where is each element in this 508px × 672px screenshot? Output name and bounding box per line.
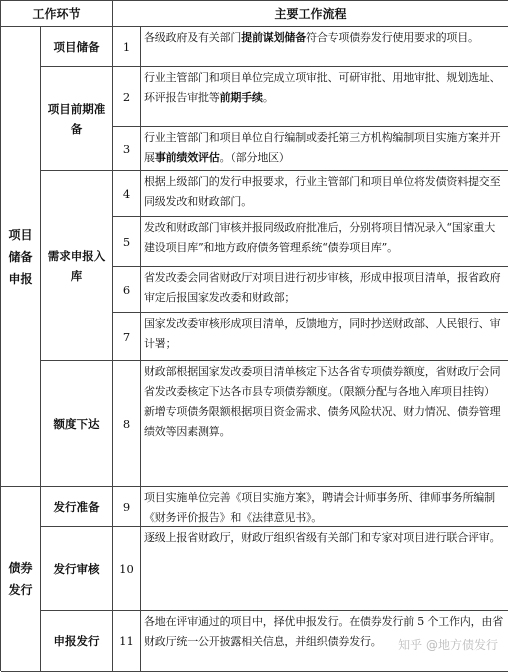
sub-issue-apply: 申报发行 xyxy=(41,611,113,672)
step-description: 行业主管部门和项目单位自行编制或委托第三方机构编制项目实施方案并开展事前绩效评估。（部分地区） xyxy=(141,127,508,171)
step-number: 2 xyxy=(113,67,141,127)
step-number: 6 xyxy=(113,267,141,313)
sub-quota: 额度下达 xyxy=(41,361,113,487)
sub-project-reserve: 项目储备 xyxy=(41,27,113,67)
header-main-process: 主要工作流程 xyxy=(113,1,508,27)
header-stage: 工作环节 xyxy=(1,1,113,27)
step-number: 1 xyxy=(113,27,141,67)
step-number: 3 xyxy=(113,127,141,171)
phase-reserve-apply xyxy=(1,27,41,487)
step-number: 9 xyxy=(113,487,141,527)
step-description: 各级政府及有关部门提前谋划储备符合专项债券发行使用要求的项目。 xyxy=(141,27,508,67)
watermark: 知乎 @地方债发行 xyxy=(398,638,498,652)
step-number: 7 xyxy=(113,313,141,361)
sub-pre-work: 项目前期准备 xyxy=(41,67,113,171)
sub-issue-prep: 发行准备 xyxy=(41,487,113,527)
step-description: 财政部根据国家发改委项目清单核定下达各省专项债券额度，省财政厅会同省发改委核定下达各市县专项债券额度。（限额分配与各地入库项目挂钩） 新增专项债务限额根据项目资金需求、债务风险状况、财力情况、债券管理绩效等因素测算。 xyxy=(141,361,508,487)
step-number: 8 xyxy=(113,361,141,487)
step-description: 各地在评审通过的项目中，择优申报发行。在债券发行前 5 个工作内，由省财政厅统一公开披露相关信息，并组织债券发行。 xyxy=(141,611,508,672)
phase-bond-issue xyxy=(1,487,41,672)
step-description: 行业主管部门和项目单位完成立项审批、可研审批、用地审批、规划选址、环评报告审批等前期手续。 xyxy=(141,67,508,127)
step-description: 发改和财政部门审核并报同级政府批准后，分别将项目情况录入“国家重大建设项目库”和地方政府债务管理系统“债券项目库”。 xyxy=(141,217,508,267)
step-description: 逐级上报省财政厅，财政厅组织省级有关部门和专家对项目进行联合评审。 xyxy=(141,527,508,611)
step-number: 5 xyxy=(113,217,141,267)
step-description: 根据上级部门的发行申报要求，行业主管部门和项目单位将发债资料提交至同级发改和财政部门。 xyxy=(141,171,508,217)
sub-demand-apply: 需求申报入库 xyxy=(41,171,113,361)
phase-bond-issue-label: 债券发行 xyxy=(8,561,33,597)
sub-issue-review: 发行审核 xyxy=(41,527,113,611)
step-number: 4 xyxy=(113,171,141,217)
step-number: 11 xyxy=(113,611,141,672)
phase-reserve-apply-label: 项目储备申报 xyxy=(8,227,33,286)
step-description: 项目实施单位完善《项目实施方案》，聘请会计师事务所、律师事务所编制《财务评价报告》和《法律意见书》。 xyxy=(141,487,508,527)
step-description: 国家发改委审核形成项目清单，反馈地方，同时抄送财政部、人民银行、审计署； xyxy=(141,313,508,361)
step-description: 省发改委会同省财政厅对项目进行初步审核，形成申报项目清单，报省政府审定后报国家发改委和财政部； xyxy=(141,267,508,313)
step-number: 10 xyxy=(113,527,141,611)
